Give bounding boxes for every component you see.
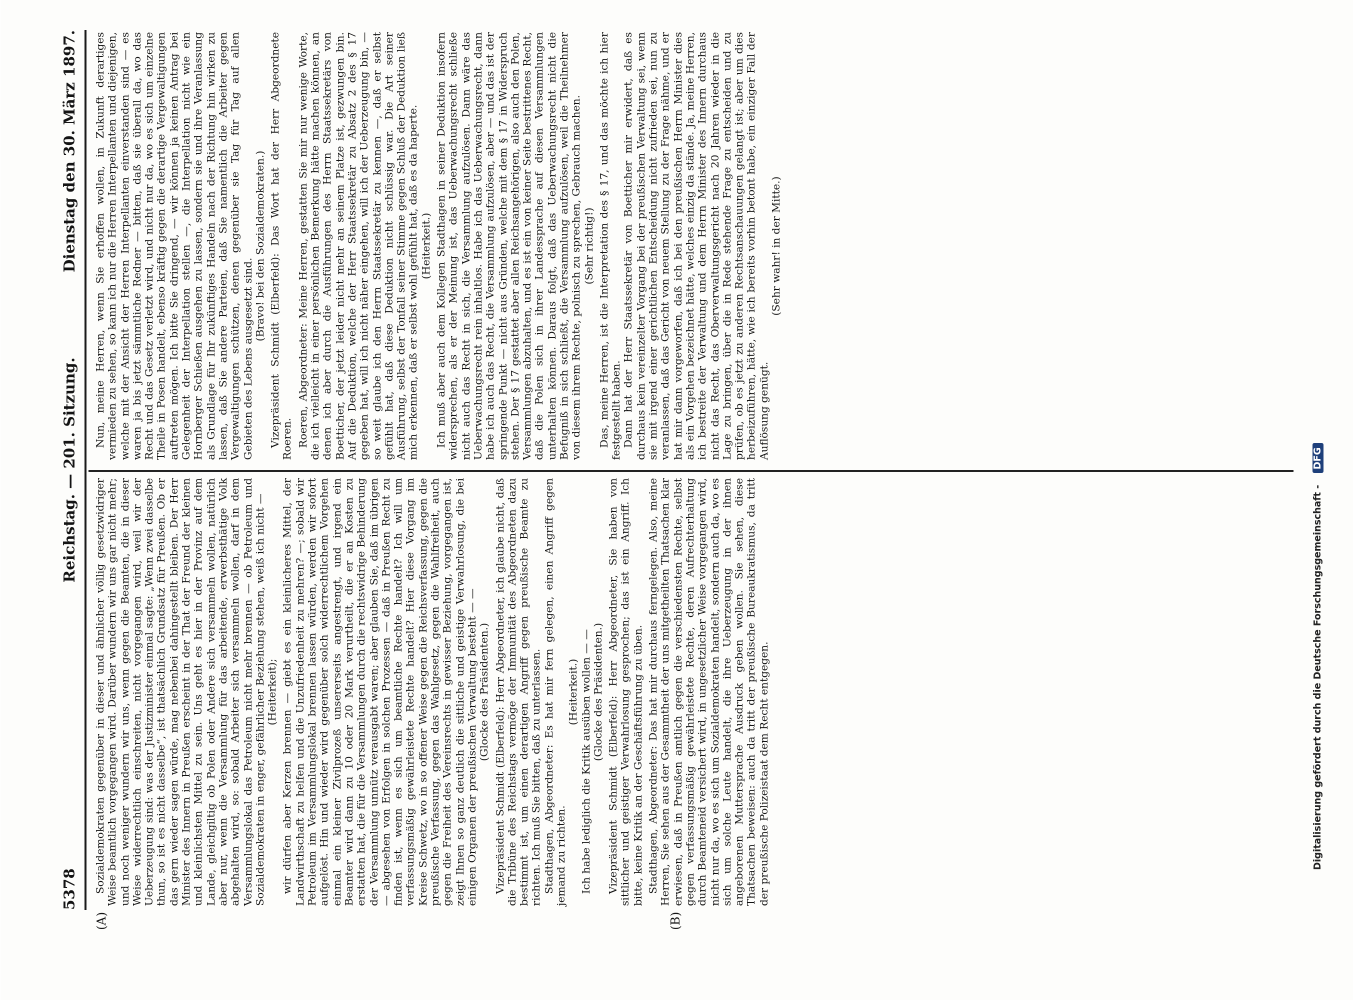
session-title: Reichstag. — 201. Sitzung.: [60, 357, 78, 583]
left-text-column: [94, 478, 770, 906]
left-column-paragraph: wir dürfen aber Kerzen brennen — giebt es ein kleinlicheres Mittel, der Landwirthschaft zu helfen und die Unzufriedenheit zu mehren? —; sobald wir Petroleum im Versammlungslokal brennen lassen würden, werden wir sofort aufgelöst. Hin und wieder wird gegenüber solch widerrechtlichem Vorgehen einmal ein kleiner Zivilprozeß unsererseits angestrengt, und irgend ein Beamter wird dann zu 10 oder 20 Mark verurtheilt, die er an Kosten zu erstatten hat, die für die Versammlungen durch die rechtswidrige Behinderung der Versammlung unnütz verausgabt waren; aber glauben Sie, daß im übrigen — abgesehen von Erfolgen in solchen Prozessen — daß in Preußen Recht zu finden ist, wenn es sich um beamtliche Rechte handelt? Ich will um verfassungsmäßig gewährleistete Rechte handelt? Hier diese Vorgang im Kreise Schwetz, wo in so offener Weise gegen die Reichsverfassung, gegen die preußische Verfassung, gegen das Wahlgesetz, gegen die Wahlfreiheit, auch gegen die Freiheit des Vereinsrechts in gewisser Beziehung, vorgegangen ist, zeigt Ihnen so ganz deutlich die sittliche und geistige Verwahrlosung, die bei einigen Organen der preußischen Verwaltung besteht — —: [281, 478, 478, 906]
right-column-paragraph: Vizepräsident Schmidt (Elberfeld): Das Wort hat der Herr Abgeordnete Roeren.: [269, 32, 294, 460]
page-header: [58, 30, 86, 910]
left-column-paragraph: (Glocke des Präsidenten.): [478, 622, 491, 762]
right-column-paragraph: Dann hat der Herr Staatssekretär von Boetticher mir erwidert, daß es durchaus kein vereinzelter Vorgang bei der preußischen Verwaltung sei, wenn sie mit irgend einer gerichtlichen Entscheidung nicht zufrieden sei, nun zu veranlassen, daß das Gericht von neuem Stellung zu der Frage nähme, und er hat mir dann vorgeworfen, daß ich bei den preußischen Herrn Minister dies als ein Vorgehen bezeichnet hätte, welches einzig da stände. Ja, meine Herren, ich bestreite der Verwaltung und dem Herrn Minister des Innern durchaus nicht das Recht, das Oberverwaltungsgericht nach 20 Jahren wieder in die Lage zu bringen, über die in Rede stehende Frage zu entscheiden und zu prüfen, ob es jetzt zu anderen Rechtsanschauungen gelangt ist; aber um dies herbeizuführen, hätte, wie ich bereits vorhin betont habe, ein einziger Fall der Auflösung genügt.: [622, 32, 770, 460]
left-column-paragraph: Stadthagen, Abgeordneter: Es hat mir fern gelegen, einen Angriff gegen jemand zu richten.: [542, 478, 567, 906]
margin-label-b: (B): [668, 911, 682, 930]
dfg-logo: DFG: [1312, 443, 1323, 473]
left-column-paragraph: (Heiterkeit);: [266, 658, 279, 726]
left-column-paragraph: (Glocke des Präsidenten.): [591, 622, 604, 762]
right-text-column: [94, 32, 782, 460]
margin-label-a: (A): [94, 911, 108, 930]
right-column-paragraph: (Sehr richtig!): [582, 207, 595, 285]
right-column-paragraph: Roeren, Abgeordneter: Meine Herren, gestatten Sie mir nur wenige Worte, die ich vielleicht in einer persönlichen Bemerkung hätte machen können, an denen ich aber durch die Ausführungen des Herrn Staatssekretärs von Boetticher, der jetzt leider nicht mehr an seinem Platze ist, gezwungen bin. Auf die Deduktion, welche der Herr Staatssekretär zu Absatz 2 des § 17 gegeben hat, will ich nicht näher eingehen, will ich der Ueberzeugung bin, — so weit glaube ich den Herrn Staatssekretär zu kennen —, daß er selbst gefühlt hat, daß diese Deduktion nicht schlüssig war. Die Art seiner Ausführung, selbst der Tonfall seiner Stimme gegen Schluß der Deduktion ließ mich erkennen, daß er selbst wohl gefühlt hat, daß es da haperte.: [296, 32, 420, 460]
footer-text: Digitalisierung gefördert durch die Deutsche Forschungsgemeinschaft -: [1312, 484, 1323, 870]
left-column-paragraph: Vizepräsident Schmidt (Elberfeld): Herr Abgeordneter, ich glaube nicht, daß die Tribüne des Reichstags vermöge der Immunität des Abgeordneten dazu bestimmt ist, um einen derartigen Angriff gegen preußische Beamte zu richten. Ich muß Sie bitten, daß zu unterlassen.: [493, 478, 543, 906]
right-column-paragraph: (Heiterkeit.): [419, 212, 432, 280]
right-column-paragraph: Ich muß aber auch dem Kollegen Stadthagen in seiner Deduktion insofern widersprechen, als er der Meinung ist, das Ueberwachungsrecht schließe nicht auch das Recht in sich, die Versammlung aufzulösen. Dann wäre das Ueberwachungsrecht rein inhaltlos. Habe ich das Ueberwachungsrecht, dann habe ich auch das Recht, die Versammlung aufzulösen, aber — und das ist der springende Punkt — nicht aus Gründen, welche mit dem § 17 in Widerspruch stehen. Der § 17 gestattet aber allen Reichsangehörigen, also auch den Polen, Versammlungen abzuhalten, und es ist ein von keiner Seite bestrittenes Recht, daß die Polen sich in ihrer Landessprache auf diesen Versammlungen unterhalten können. Daraus folgt, daß das Ueberwachungsrecht nicht die Befugniß in sich schließt, die Versammlung aufzulösen, weil die Theilnehmer von diesem ihrem Rechte, polnisch zu sprechen, Gebrauch machen.: [435, 32, 583, 460]
right-column-paragraph: (Sehr wahr! in der Mitte.): [770, 176, 783, 316]
left-column-paragraph: (Heiterkeit.): [567, 658, 580, 726]
digitization-footer: [1312, 0, 1323, 870]
left-column-paragraph: Sozialdemokraten gegenüber in dieser und ähnlicher völlig gesetzwidriger Weise beamtlich vorgegangen wird. Darüber wundern wir uns gar nicht mehr; und noch weniger wundern wir uns, wenn gegen die Beamten, die in dieser Weise widerrechtlich einschreiten, nicht vorgegangen wird, weil wir der Ueberzeugung sind: was der Justizminister einmal sagte: „Wenn zwei dasselbe thun, so ist es nicht dasselbe“, ist thatsächlich Grundsatz für Preußen. Ob er das gern wieder sagen würde, mag nebenbei dahingestellt bleiben. Der Herr Minister des Innern in Preußen erscheint in der That der Freund der kleinen und kleinlichsten Mittel zu sein. Uns geht es hier in der Provinz auf dem Lande, gleichgiltig ob Polen oder Andere sich versammeln wollen, natürlich aber nur, wenn die Versammlung für das arbeitende, erwerbsthätige Volk abgehalten wird, so: sobald Arbeiter sich versammeln wollen, darf in dem Versammlungslokal das Petroleum nicht mehr brennen — ob Petroleum und Sozialdemokraten in enger, gefährlicher Beziehung stehen, weiß ich nicht —: [94, 478, 266, 906]
session-date: Dienstag den 30. März 1897.: [60, 30, 78, 273]
right-column-paragraph: Nun, meine Herren, wenn Sie erhoffen wollen, in Zukunft derartiges vermieden zu sehen, so kann ich nur die Herren Interpellanten und diejenigen, welche mit der Ansicht der Herren Interpellanten einverstanden sind — es waren ja bis jetzt sämmtliche Redner — bitten, daß sie überall da, wo das Recht und das Gesetz verletzt wird, und nicht nur da, wo es sich um einzelne Theile in Posen handelt, ebenso kräftig gegen die derartige Vergewaltigungen auftreten mögen. Ich bitte Sie dringend, — wir können ja keinen Antrag bei Gelegenheit der Interpellation stellen —, die Interpellation nicht wie ein Hornberger Schießen ausgehen zu lassen, sondern sie und ihre Veranlassung als Grundlage für Ihr zukünftiges Handeln nach der Richtung hin wirken zu lassen, daß Sie andere Parteien, daß Sie namentlich die Arbeiter gegen Vergewaltigungen schützen, denen gegenüber sie Tag für Tag auf allen Gebieten des Lebens ausgesetzt sind.: [94, 32, 254, 460]
right-column-paragraph: Das, meine Herren, ist die Interpretation des § 17, und das möchte ich hier festgestellt haben.: [597, 32, 623, 460]
right-column-paragraph: (Bravo! bei den Sozialdemokraten.): [253, 150, 266, 342]
column-divider: [88, 470, 1293, 472]
left-column-paragraph: Vizepräsident Schmidt (Elberfeld): Herr Abgeordneter, Sie haben von sittlicher und geistiger Verwahrlosung gesprochen; das ist ein Angriff. Ich bitte, keine Kritik an der Geschäftsführung zu üben.: [607, 478, 644, 906]
page-number: 5378: [60, 868, 78, 910]
left-column-paragraph: Ich habe lediglich die Kritik ausüben wollen — —: [579, 629, 592, 894]
left-column-paragraph: Stadthagen, Abgeordneter: Das hat mir durchaus ferngelegen. Also, meine Herren, Sie sehen aus der Gesammtheit der uns mitgetheilten Thatsachen klar erwiesen, daß in Preußen amtlich gegen die verschiedensten Rechte, selbst gegen verfassungsmäßig gewährleistete Rechte, deren Aufrechterhaltung durch Beamteneid versichert wird, in ungesetzlicher Weise vorgegangen wird, nicht nur da, wo es sich um Sozialdemokraten handelt, sondern auch da, wo es sich um solche Leute handelt, die ihre Ueberzeugung in der ihnen angeborenen Muttersprache Ausdruck geben wollen. Sie sehen, diese Thatsachen beweisen: auch da tritt der preußische Bureaukratismus, da tritt der preußische Polizeistaat dem Recht entgegen.: [647, 478, 770, 906]
